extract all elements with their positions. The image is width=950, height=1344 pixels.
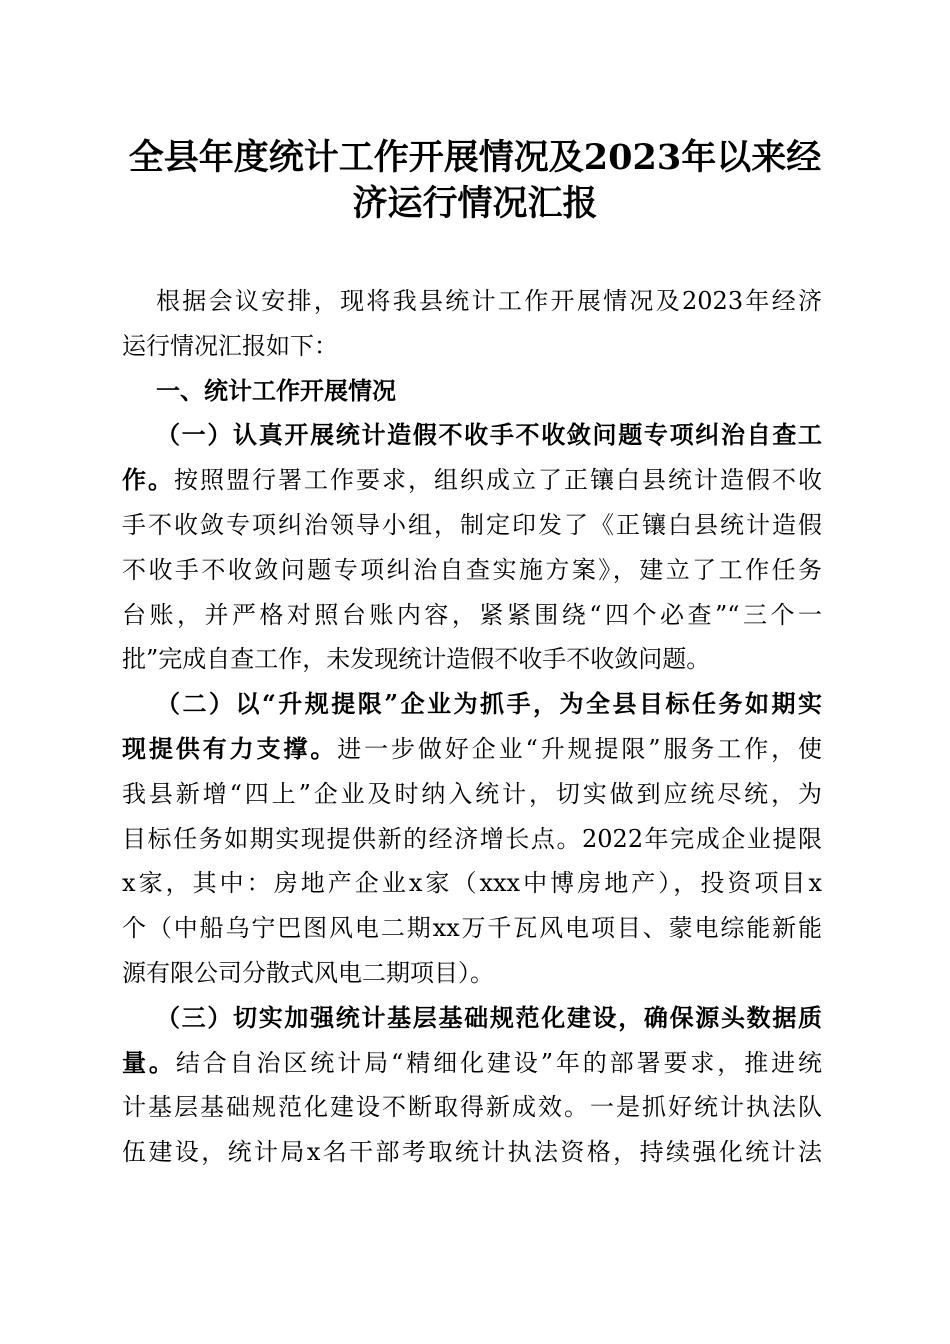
text-line xyxy=(122,727,822,772)
bold-text: 量。 xyxy=(122,1047,176,1077)
text-line xyxy=(122,324,822,369)
text: 目标任务如期实现提供新的经济增长点。2022年完成企业提限 xyxy=(122,824,822,853)
text: 我县新增“四上”企业及时纳入统计，切实做到应统尽统，为 xyxy=(122,779,822,808)
section-heading xyxy=(122,369,822,414)
document-title xyxy=(0,135,950,227)
bold-text: （二）以“升规提限”企业为抓手，为全县目标任务如期实 xyxy=(156,689,822,719)
text-line xyxy=(122,772,822,817)
text-line xyxy=(122,593,822,638)
text-line xyxy=(122,1085,822,1130)
text-line xyxy=(122,996,822,1041)
text-line xyxy=(122,906,822,951)
text: 批”完成自查工作，未发现统计造假不收手不收敛问题。 xyxy=(122,645,711,674)
title-line-2: 济运行情况汇报 xyxy=(352,183,598,224)
text-line xyxy=(122,861,822,906)
text: 计基层基础规范化建设不断取得新成效。一是抓好统计执法队 xyxy=(122,1093,822,1122)
text: 运行情况汇报如下： xyxy=(122,331,338,360)
text: 伍建设，统计局x名干部考取统计执法资格，持续强化统计法 xyxy=(122,1138,822,1167)
text-line xyxy=(122,1130,822,1175)
text: 根据会议安排，现将我县统计工作开展情况及2023年经济 xyxy=(156,287,822,315)
text-line xyxy=(122,817,822,862)
text-line xyxy=(122,413,822,458)
text: 结合自治区统计局“精细化建设”年的部署要求，推进统 xyxy=(175,1048,822,1077)
text: 进一步做好企业“升规提限”服务工作，使 xyxy=(337,734,822,763)
bold-text: （三）切实加强统计基层基础规范化建设，确保源头数据质 xyxy=(156,1002,822,1032)
text-line xyxy=(122,458,822,503)
title-line-1: 全县年度统计工作开展情况及2023年以来经 xyxy=(128,137,822,178)
text-line xyxy=(122,682,822,727)
text: 个（中船乌宁巴图风电二期xx万千瓦风电项目、蒙电综能新能 xyxy=(122,914,822,943)
bold-text: 一、统计工作开展情况 xyxy=(156,375,396,405)
text: x家，其中：房地产企业x家（xxx中博房地产），投资项目x xyxy=(122,869,822,898)
text-line xyxy=(122,951,822,996)
text: 手不收敛专项纠治领导小组，制定印发了《正镶白县统计造假 xyxy=(122,510,822,539)
bold-text: 现提供有力支撑。 xyxy=(122,733,338,763)
document-body xyxy=(122,279,822,1175)
text-line xyxy=(122,1041,822,1086)
text: 不收手不收敛问题专项纠治自查实施方案》，建立了工作任务 xyxy=(122,555,822,584)
text: 台账，并严格对照台账内容，紧紧围绕“四个必查”“三个一 xyxy=(122,600,822,629)
text-line xyxy=(122,279,822,324)
text-line xyxy=(122,548,822,593)
bold-text: （一）认真开展统计造假不收手不收敛问题专项纠治自查工 xyxy=(156,420,822,450)
text-line xyxy=(122,503,822,548)
text: 源有限公司分散式风电二期项目）。 xyxy=(122,958,494,987)
text-line xyxy=(122,637,822,682)
bold-text: 作。 xyxy=(122,465,174,495)
text: 按照盟行署工作要求，组织成立了正镶白县统计造假不收 xyxy=(174,466,822,495)
